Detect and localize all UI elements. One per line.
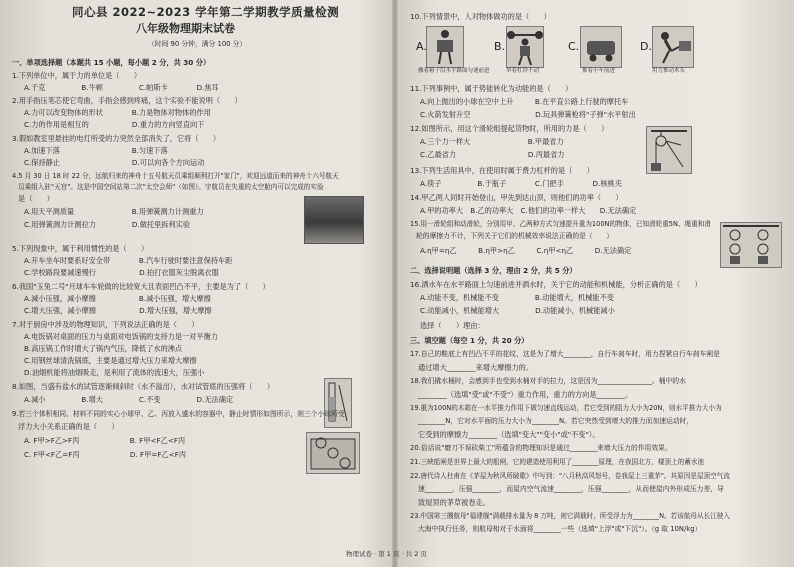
cart-icon: [581, 27, 621, 67]
q10-caption-c: 推着小车前进: [582, 68, 616, 74]
question-text: 9.若三个体积相同、材料不同的实心小球甲、乙、丙放入盛水的容器中，静止时情形如图所示，则三个小球所受: [12, 410, 345, 418]
person-pushing-log-icon: [653, 27, 693, 67]
question-options: C. F甲<F乙=F丙 D. F甲=F乙<F丙: [24, 450, 187, 459]
question-text: 速________，压强________，而屋内空气流速________，压强________，从而使屋内外形成压力差，导: [418, 485, 724, 493]
q10-figure-c: [580, 26, 622, 68]
question-options: A.减小 B.增大 C.不变 D.无法确定: [24, 395, 234, 404]
section-heading: 一、单项选择题（本题共 15 小题，每小题 2 分，共 30 分）: [12, 58, 211, 67]
question-options: A.η甲=η乙 B.η甲>η乙 C.η甲<η乙 D.无法确定: [420, 246, 632, 255]
question-options: A.三个力一样大 B.甲最省力: [420, 137, 564, 146]
question-text: 大海中执行任务，则航母相对于水面将________一些（选填"上浮"或"下沉"）。（g 取 10N/kg）: [418, 525, 702, 533]
question-text: 22.唐代诗人杜甫在《茅屋为秋风所破歌》中写到："八月秋高风怒号，卷我屋上三重茅"。其原因是屋顶空气流: [410, 472, 730, 480]
question-options: A.甲的功率大 B.乙的功率大 C.他们的功率一样大 D.无法确定: [420, 206, 637, 215]
question-text: 致屋顶的茅草被卷走。: [418, 498, 490, 507]
floating-balls-drawing: [307, 433, 359, 473]
question-text: 它受到的摩擦力________（选填"变大""变小"或"不变"）。: [418, 430, 600, 439]
question-options: C.火箭发射升空 D.玩具弹簧枪将"子弹"水平射出: [420, 110, 636, 119]
question-text: 20.俗话说"磨刀不误砍柴工"所蕴含的物理知识是通过________来增大压力的作用效果。: [410, 444, 672, 452]
question-text: 员乘组入驻"天宫"。这是中国空间站第二次"太空会师"（如图）。宇航员在失重的太空舱内可以完成的实验: [18, 183, 324, 191]
question-text: 18.我们撬水桶时，会感到手也受到水桶对手的拉力，这是因为________________。桶中的水: [410, 377, 686, 385]
question-text: 浮力大小关系正确的是（ ）: [18, 422, 119, 431]
q10-option-b: B.: [494, 40, 506, 53]
question-options: A.千克 B.牛顿 C.帕斯卡 D.焦耳: [24, 83, 219, 92]
question-options: C.增大压强，减小摩擦 D.增大压强，增大摩擦: [24, 306, 212, 315]
exam-title: 同心县 2022~2023 学年第二学期教学质量检测: [72, 5, 340, 19]
question-options: A.力可以改变物体的形状 B.力是物体对物体的作用: [24, 108, 211, 117]
question-text: 17.自己的鞋底上有凹凸不平的花纹，这是为了增大________，自行车刹车时，用力捏紧自行车刹车闸是: [410, 350, 720, 358]
exam-subtitle: 八年级物理期末试卷: [136, 22, 235, 35]
page-footer: 物理试卷 · 第 1 页 · 共 2 页: [346, 550, 427, 558]
question-options: C.学校路段要减速慢行 D.拍打衣服灰尘脱离衣服: [24, 268, 219, 277]
question-options: A.加速下落 B.匀速下落: [24, 146, 168, 155]
left-page: [8, 0, 388, 567]
question-options: C.动能减小，机械能增大 D.动能减小，机械能减小: [420, 306, 615, 315]
question-text: 10.下列情景中，人对物体做功的是（ ）: [410, 12, 551, 21]
question-text: ________N，它对水平面的压力大小为________N。若它突然受到增大的推力而加速运动时，: [418, 417, 694, 425]
question-text: 8.如图，当盛有盐水的试管逐渐倾斜时（水不溢出），水对试管底的压强将（ ）: [12, 382, 275, 391]
question-text: 23.中国第三艘航母"福建舰"满载排水量为 8 万吨，则它满载时，所受浮力为________N。若该航母从长江驶入: [410, 512, 730, 520]
question-options: A.向上抛出的小球在空中上升 B.在平直公路上行驶的摩托车: [420, 97, 629, 106]
q10-option-d: D.: [640, 40, 652, 53]
question-text: 7.对于厨房中涉及的物理知识，下列说法正确的是（ ）: [12, 320, 199, 329]
question-text: 轮的摩擦力不计，下列关于它们的机械效率说法正确的是（ ）: [416, 232, 614, 240]
question-options: A. F甲>F乙>F丙 B. F甲<F乙<F丙: [24, 436, 186, 445]
q10-figure-d: [652, 26, 694, 68]
right-page: [346, 0, 790, 567]
question-text: 16.洒水车在水平路面上匀速前进并洒水时，关于它的动能和机械能，分析正确的是（ ）: [410, 280, 702, 289]
question-text: 是（ ）: [18, 194, 54, 203]
question-text: 13.下列生活用具中，在使用时属于费力杠杆的是（ ）: [410, 166, 594, 175]
question-options: C.用弹簧测力计测拉力 D.做托里拆利实验: [24, 220, 191, 229]
question-text: 12.如图所示，用这个滑轮组提起货物时，所用的力是（ ）: [410, 124, 609, 133]
q10-caption-d: 用力推动木头: [652, 68, 686, 74]
question-options: A.用天平测质量 B.用弹簧测力计测重力: [24, 207, 204, 216]
page-fold: [392, 0, 398, 567]
question-options: B.高压锅工作时增大了锅内气压，降低了水的沸点: [24, 344, 183, 353]
question-text: 14.甲乙两人同时开始登山，甲先到达山顶，则他们的功率（ ）: [410, 193, 623, 202]
question-options: A.动能不变，机械能不变 B.动能增大，机械能不变: [420, 293, 614, 302]
question-options: D.油烟机能将油烟吸走，是利用了流体的流速大，压强小: [24, 368, 205, 377]
question-options: C.乙最省力 D.丙最省力: [420, 150, 565, 159]
q10-option-a: A.: [416, 40, 427, 53]
weightlifter-icon: [507, 27, 543, 67]
person-carrying-box-icon: [427, 27, 463, 67]
q10-caption-b: 举着杠铃不动: [506, 68, 540, 74]
pulley-drawing: [647, 127, 691, 173]
question-text: 6.我国"玉兔二号"月球车车轮做的比较宽大且表面凹凸不平，主要是为了（ ）: [12, 282, 270, 291]
q10-caption-a: 搬着箱子沿水平路面匀速前进: [418, 68, 490, 74]
test-tube-drawing: [325, 379, 351, 427]
floating-balls-figure: [306, 432, 360, 474]
question-text: 21.三峡船闸是世界上最大的船闸，它的建造使用利用了________原理，在我国北方，楼顶上的蓄水池: [410, 458, 705, 466]
question-text: 4.5 月 30 日 18 时 22 分，远航归来的神舟十五号航天员乘组顺利打开"家门"，欢迎远道而来的神舟十六号航天: [12, 172, 339, 180]
q10-figure-b: [506, 26, 544, 68]
question-text: 19.重为100N的木箱在一水平推力作用下做匀速直线运动，若它受到的阻力大小为20N，则水平推力大小为: [410, 404, 722, 412]
astronaut-photo: [304, 196, 364, 244]
pulley-systems-drawing: [721, 223, 781, 267]
section-heading: 三、填空题（每空 1 分，共 20 分）: [410, 336, 529, 345]
question-text: 1.下列单位中，属于力的单位是（ ）: [12, 71, 142, 80]
question-options: A.减小压强，减小摩擦 B.减小压强，增大摩擦: [24, 294, 211, 303]
question-text: 通过增大________来增大摩擦力的。: [418, 363, 534, 372]
question-text: 11.下列事例中，属于势能转化为动能的是（ ）: [410, 84, 573, 93]
q10-option-c: C.: [568, 40, 580, 53]
question-options: C.力的作用是相互的 D.重力的方向竖直向下: [24, 120, 205, 129]
question-options: C.用钢丝球清洗锅底，主要是通过增大压力来增大摩擦: [24, 356, 197, 365]
question-text: 2.用手指压笔芯使它弯曲，手指会感到疼痛，这个实验不能说明（ ）: [12, 96, 242, 105]
question-options: A.筷子 B.于瓶子 C.门把手 D.核桃夹: [420, 179, 622, 188]
section-heading: 二、选择说明题（选择 3 分，理由 2 分，共 5 分）: [410, 266, 577, 275]
question-options: A.电饭锅对桌面的压力与桌面对电饭锅的支持力是一对平衡力: [24, 332, 218, 341]
question-options: C.保持静止 D.可以向各个方向运动: [24, 158, 205, 167]
question-text: ________（选填"受"或"不受"）重力作用，重力的方向是________。: [418, 390, 633, 399]
question-text: 3.假如教室里悬挂的电灯所受的力突然全部消失了，它将（ ）: [12, 134, 221, 143]
question-options: A.开车坐车时要系好安全带 B.汽车行驶时要注意保持车距: [24, 256, 233, 265]
question-text: 5.下列现象中，属于利用惯性的是（ ）: [12, 244, 149, 253]
question-text: 15.用一滑轮组和动滑轮，分别用甲、乙两种方式匀速提升重为100N的物体，已知滑轮重5N、绳重和滑: [410, 220, 711, 228]
answer-prompt: 选择（ ）理由：: [420, 321, 485, 330]
pulley-systems-figure: [720, 222, 782, 268]
test-tube-figure: [324, 378, 352, 428]
q10-figure-a: [426, 26, 464, 68]
pulley-figure: [646, 126, 692, 174]
exam-note: （时间 90 分钟，满分 100 分）: [148, 40, 247, 48]
